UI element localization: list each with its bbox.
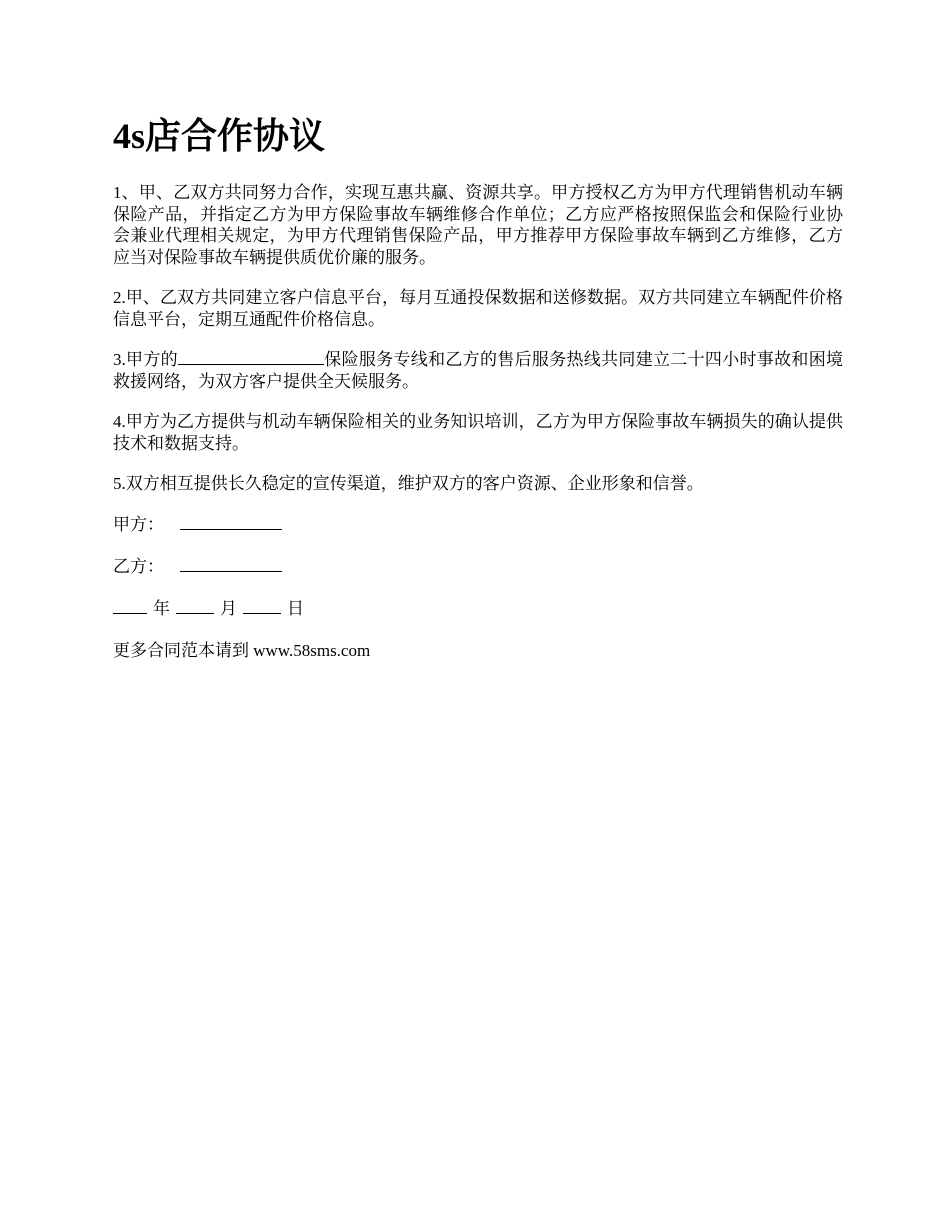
year-label: 年 xyxy=(153,598,170,618)
date-line xyxy=(113,598,843,620)
month-blank xyxy=(176,598,214,614)
clause-1: 1、甲、乙双方共同努力合作，实现互惠共赢、资源共享。甲方授权乙方为甲方代理销售机动车辆保险产品，并指定乙方为甲方保险事故车辆维修合作单位；乙方应严格按照保监会和保险行业协会兼业代理相关规定，为甲方代理销售保险产品，甲方推荐甲方保险事故车辆到乙方维修，乙方应当对保险事故车辆提供质优价廉的服务。 xyxy=(113,183,843,267)
clause-5: 5.双方相互提供长久稳定的宣传渠道，维护双方的客户资源、企业形象和信誉。 xyxy=(113,474,704,493)
document-body xyxy=(113,112,843,682)
year-blank xyxy=(113,598,147,614)
clause-3-suffix: 保险服务专线和乙方的售后服务热线共同建立二十四小时事故和困境救援网络，为双方客户提供全天候服务。 xyxy=(113,350,844,391)
party-a-blank xyxy=(180,514,282,530)
month-label: 月 xyxy=(220,598,237,618)
clause-3 xyxy=(113,349,843,392)
party-a-signature xyxy=(113,514,843,536)
day-label: 日 xyxy=(287,598,304,618)
hotline-blank xyxy=(178,349,324,365)
clause-4: 4.甲方为乙方提供与机动车辆保险相关的业务知识培训，乙方为甲方保险事故车辆损失的确认提供技术和数据支持。 xyxy=(113,412,843,453)
document-title: 4s店合作协议 xyxy=(113,116,326,156)
footer-note: 更多合同范本请到 www.58sms.com xyxy=(113,640,371,660)
party-b-signature xyxy=(113,556,843,578)
clause-2: 2.甲、乙双方共同建立客户信息平台，每月互通投保数据和送修数据。双方共同建立车辆配件价格信息平台，定期互通配件价格信息。 xyxy=(113,288,843,329)
party-b-blank xyxy=(180,556,282,572)
day-blank xyxy=(243,598,281,614)
party-b-label: 乙方： xyxy=(113,556,164,576)
clause-3-prefix: 3.甲方的 xyxy=(113,350,178,369)
party-a-label: 甲方： xyxy=(113,514,164,534)
